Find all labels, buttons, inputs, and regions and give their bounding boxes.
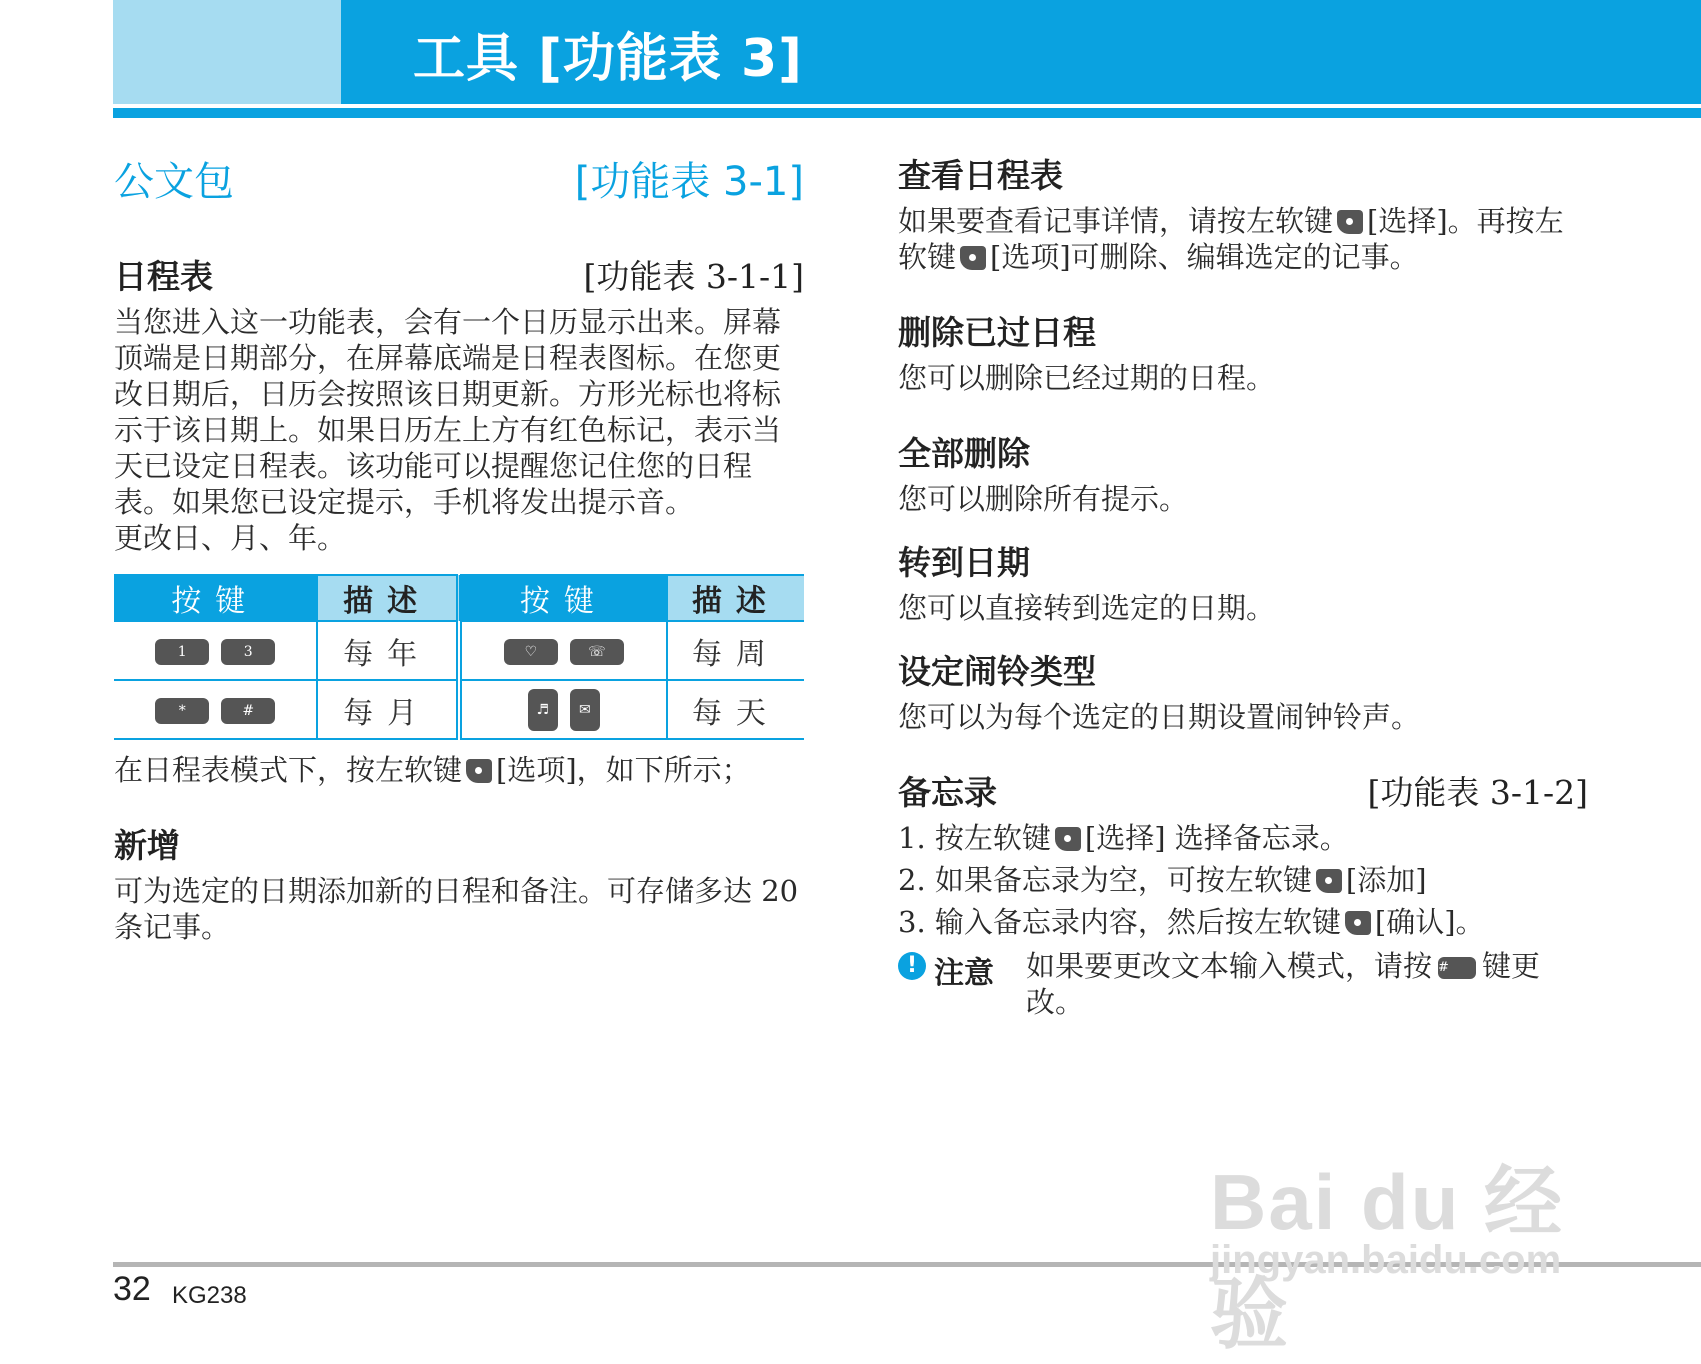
key-cell: [114, 621, 317, 680]
note-text-part: 键更改。: [1026, 949, 1541, 1019]
header-underline: [113, 108, 1701, 118]
page-title: 工具 [功能表 3]: [413, 29, 803, 89]
nav-up-key-icon: ♡: [504, 639, 558, 665]
schedule-header: [114, 251, 804, 298]
delete-past-title: 删除已过日程: [898, 313, 1096, 352]
key-cell: [114, 680, 317, 739]
desc-cell: 每周: [667, 621, 804, 680]
star-key-icon: *: [155, 698, 209, 724]
add-text: 可为选定的日期添加新的日程和备注。可存储多达 20 条记事。: [114, 874, 799, 944]
memo-header: [898, 767, 1588, 814]
memo-step-text: [添加]: [1345, 863, 1427, 897]
left-soft-key-icon: [960, 246, 986, 270]
hash-key-icon: #: [1438, 957, 1476, 979]
desc-cell: 每年: [317, 621, 459, 680]
baidu-watermark: [1210, 1140, 1600, 1358]
options-intro-text: 在日程表模式下，按左软键: [114, 753, 463, 787]
key-cell: [459, 621, 667, 680]
right-column: [898, 150, 1588, 1020]
section-header-briefcase: [114, 150, 804, 207]
hash-key-icon: #: [221, 698, 275, 724]
memo-step-2: [898, 862, 1588, 898]
key-cell: [459, 680, 667, 739]
view-text: [898, 203, 1588, 275]
schedule-change-text: 更改日、月、年。: [114, 521, 347, 555]
table-header: 描述: [317, 575, 459, 621]
schedule-title: 日程表: [114, 257, 213, 296]
note: [898, 948, 1588, 1020]
memo-step-text: 1. 按左软键: [898, 821, 1051, 855]
key-1-icon: 1: [155, 639, 209, 665]
view-text-part: [选项]可删除、编辑选定的记事。: [990, 240, 1419, 274]
delete-all-title: 全部删除: [898, 434, 1030, 473]
left-soft-key-icon: [1337, 210, 1363, 234]
key-table: [114, 574, 804, 740]
desc-cell: 每月: [317, 680, 459, 739]
table-header: 按键: [114, 575, 317, 621]
goto-date-text: 您可以直接转到选定的日期。: [898, 591, 1276, 625]
alarm-type-title: 设定闹铃类型: [898, 652, 1096, 691]
section-ref: [功能表 3-1]: [574, 159, 804, 205]
view-text-part: 如果要查看记事详情，请按左软键: [898, 204, 1334, 238]
delete-all-text: 您可以删除所有提示。: [898, 482, 1189, 516]
memo-step-text: 2. 如果备忘录为空，可按左软键: [898, 863, 1312, 897]
memo-step-3: [898, 904, 1588, 940]
alarm-type-text: 您可以为每个选定的日期设置闹钟铃声。: [898, 700, 1421, 734]
memo-step-1: [898, 820, 1588, 856]
left-soft-key-icon: [1316, 869, 1342, 893]
goto-date-title: 转到日期: [898, 543, 1030, 582]
options-intro-text: [选项]，如下所示；: [496, 753, 751, 787]
table-header: 描述: [667, 575, 804, 621]
exclamation-icon: !: [898, 952, 926, 980]
header-light-block: [113, 0, 341, 104]
delete-past-text: 您可以删除已经过期的日程。: [898, 361, 1276, 395]
nav-left-key-icon: ♬: [528, 689, 558, 731]
model-name: KG238: [172, 1282, 247, 1309]
note-text: [1026, 948, 1588, 1020]
add-title: 新增: [114, 826, 180, 865]
left-soft-key-icon: [1055, 827, 1081, 851]
key-3-icon: 3: [221, 639, 275, 665]
left-column: [114, 150, 804, 945]
note-label: 注意: [934, 956, 994, 991]
memo-step-text: [选择] 选择备忘录。: [1084, 821, 1349, 855]
table-header: 按键: [459, 575, 667, 621]
nav-right-key-icon: ✉: [570, 689, 600, 731]
watermark-url: jingyan.baidu.com: [1210, 1238, 1562, 1282]
memo-title: 备忘录: [898, 773, 997, 812]
memo-step-text: [确认]。: [1374, 905, 1485, 939]
view-title: 查看日程表: [898, 156, 1063, 195]
schedule-description: 当您进入这一功能表，会有一个日历显示出来。屏幕顶端是日期部分，在屏幕底端是日程表图标。在您更改日期后，日历会按照该日期更新。方形光标也将标示于该日期上。如果日历左上方有红色标记，表示当天已设定日程表。该功能可以提醒您记住您的日程表。如果您已设定提示，手机将发出提示音。: [114, 305, 782, 519]
table-row: [114, 621, 804, 680]
left-soft-key-icon: [1345, 911, 1371, 935]
table-header-row: [114, 575, 804, 621]
memo-ref: [功能表 3-1-2]: [1367, 773, 1588, 812]
note-text-part: 如果要更改文本输入模式，请按: [1026, 949, 1433, 983]
table-row: [114, 680, 804, 739]
memo-step-text: 3. 输入备忘录内容，然后按左软键: [898, 905, 1341, 939]
view-text-part: [选择]。再按左软键: [898, 204, 1564, 274]
nav-down-key-icon: ☏: [570, 639, 624, 665]
page-number: 32: [113, 1270, 151, 1308]
section-title: 公文包: [114, 159, 234, 205]
left-soft-key-icon: [466, 759, 492, 783]
schedule-ref: [功能表 3-1-1]: [583, 257, 804, 296]
options-intro: [114, 752, 804, 788]
header-band: [113, 0, 1701, 104]
desc-cell: 每天: [667, 680, 804, 739]
watermark-brand: Bai du 经验: [1210, 1158, 1565, 1358]
